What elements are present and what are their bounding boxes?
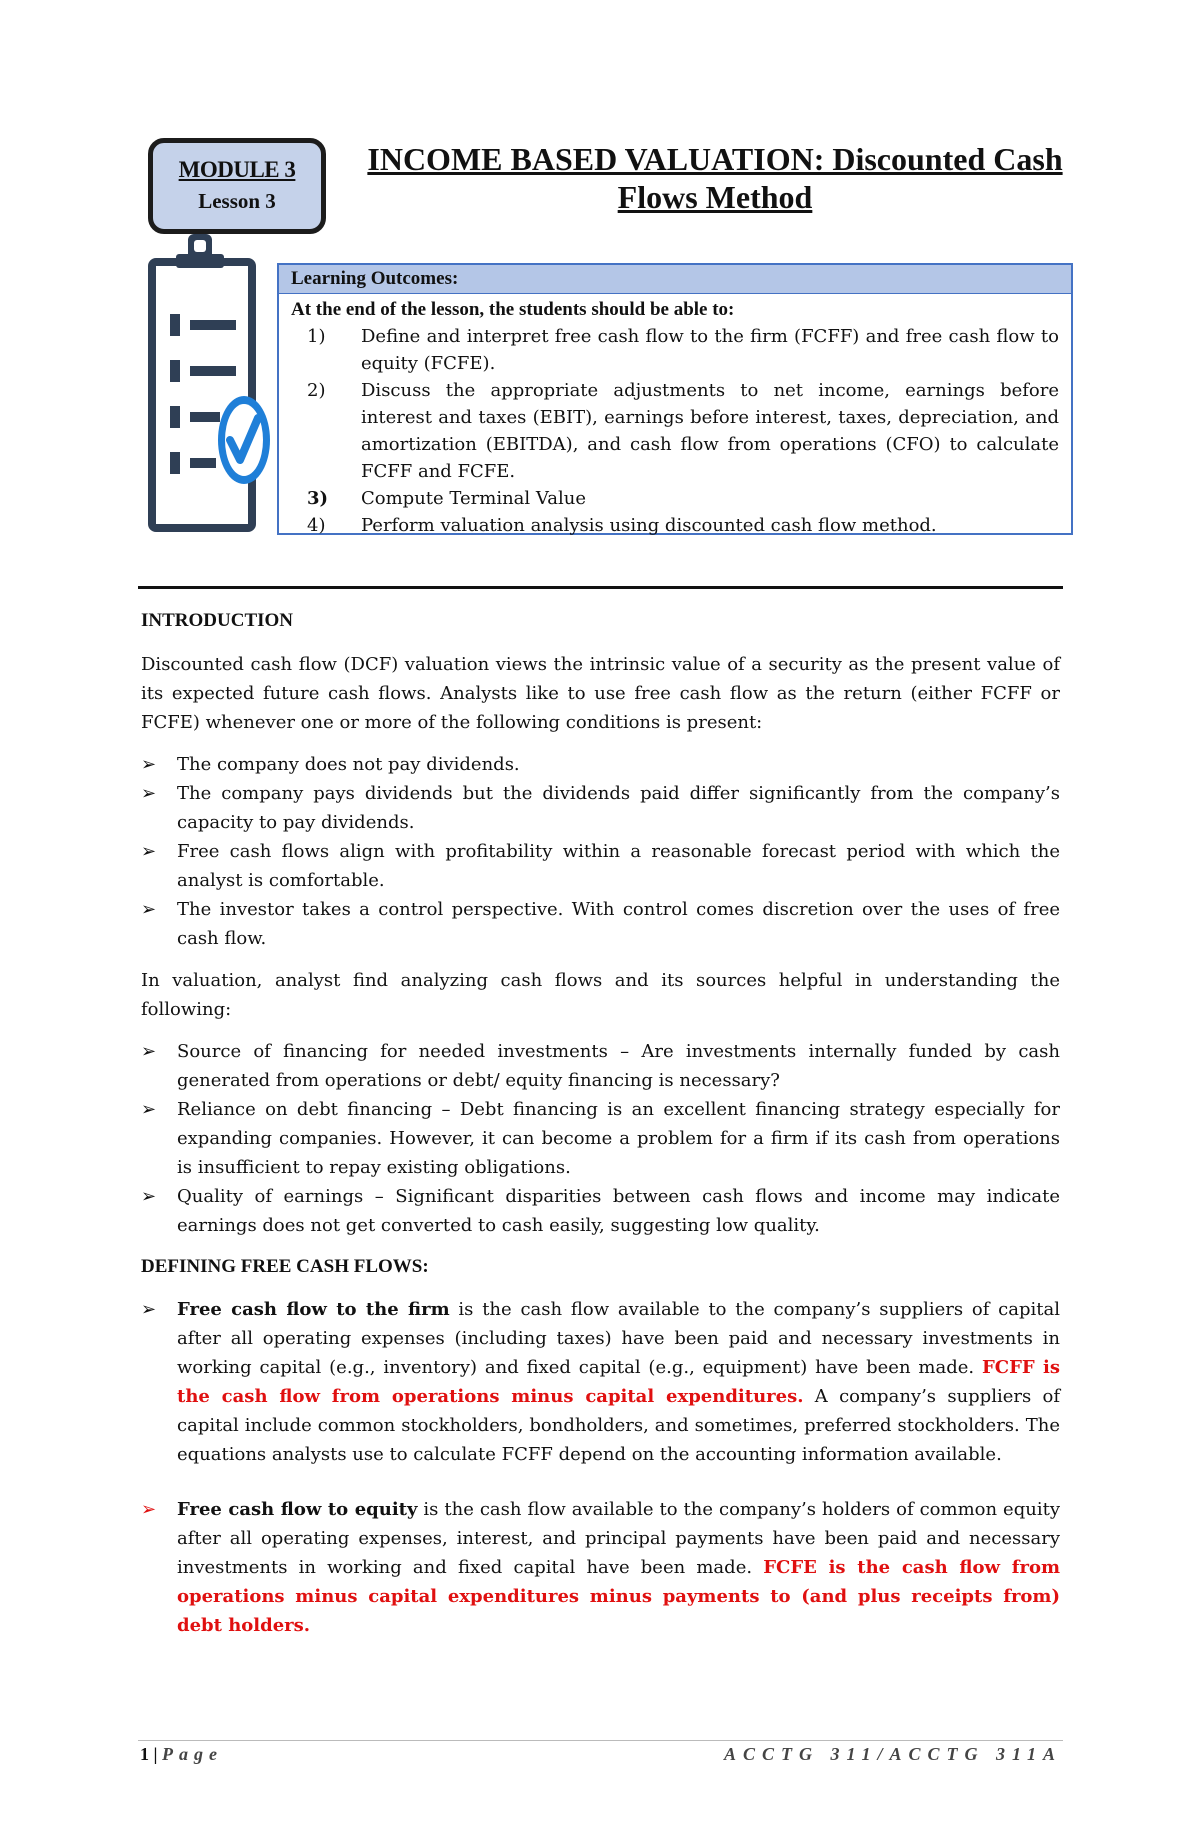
fcfe-term: Free cash flow to equity xyxy=(177,1499,418,1520)
outcome-item xyxy=(279,485,1071,512)
clipboard-checklist-icon xyxy=(148,234,272,536)
arrow-bullet-icon: ➢ xyxy=(141,1499,157,1520)
list-item xyxy=(141,1295,1060,1469)
arrow-bullet-icon: ➢ xyxy=(141,1186,157,1207)
outcome-item xyxy=(279,377,1071,485)
page-separator: | xyxy=(153,1744,158,1764)
lesson-label: Lesson 3 xyxy=(198,189,276,213)
introduction-paragraph: Discounted cash flow (DCF) valuation views the intrinsic value of a security as the present value of its expected future cash flows. Analysts like to use free cash flow as the return (either FCFF or FCFE) whenever one or more of the following conditions is present: xyxy=(141,654,1060,733)
list-item-text: The company pays dividends but the dividends paid differ significantly from the company’s capacity to pay dividends. xyxy=(177,783,1060,833)
list-item-text: Source of financing for needed investments – Are investments internally funded by cash generated from operations or debt/ equity financing is necessary? xyxy=(177,1041,1060,1091)
outcome-text: Define and interpret free cash flow to the firm (FCFF) and free cash flow to equity (FCFE). xyxy=(361,326,1059,374)
list-item xyxy=(141,1182,1060,1240)
page-number xyxy=(140,1744,223,1765)
list-item xyxy=(141,750,1060,779)
main-content xyxy=(141,606,1060,1640)
page-label: Page xyxy=(161,1744,223,1764)
list-item-text: Reliance on debt financing – Debt financing is an excellent financing strategy especially for expanding companies. However, it can become a problem for a firm if its cash from operations is insufficient to repay existing obligations. xyxy=(177,1099,1060,1178)
page-number-value: 1 xyxy=(140,1744,149,1764)
defining-heading: DEFINING FREE CASH FLOWS: xyxy=(141,1256,429,1277)
outcome-text: Perform valuation analysis using discounted cash flow method. xyxy=(361,515,937,536)
list-item-text: The company does not pay dividends. xyxy=(177,754,520,775)
arrow-bullet-icon: ➢ xyxy=(141,783,157,804)
list-item xyxy=(141,1495,1060,1640)
fcff-term: Free cash flow to the firm xyxy=(177,1299,450,1320)
list-item-text: The investor takes a control perspective. With control comes discretion over the uses of free cash flow. xyxy=(177,899,1060,949)
analysis-paragraph: In valuation, analyst find analyzing cash flows and its sources helpful in understanding the following: xyxy=(141,970,1060,1020)
list-item xyxy=(141,779,1060,837)
fcfe-text: is the cash flow available to the company’s holders of common equity after all operating expenses, interest, and principal payments have been paid and necessary investments in working and fixed capital have been made. xyxy=(177,1499,1060,1578)
outcome-item xyxy=(279,512,1071,539)
arrow-bullet-icon: ➢ xyxy=(141,1041,157,1062)
arrow-bullet-icon: ➢ xyxy=(141,899,157,920)
arrow-bullet-icon: ➢ xyxy=(141,841,157,862)
list-item-text: Quality of earnings – Significant disparities between cash flows and income may indicate earnings does not get converted to cash easily, suggesting low quality. xyxy=(177,1186,1060,1236)
outcome-text: Discuss the appropriate adjustments to net income, earnings before interest and taxes (EBIT), earnings before interest, taxes, depreciation, and amortization (EBITDA), and cash flow from operations (CFO) to calculate FCFF and FCFE. xyxy=(361,380,1059,482)
introduction-heading: INTRODUCTION xyxy=(141,610,294,631)
fcff-text-continued: A company’s suppliers of capital include common stockholders, bondholders, and sometimes, preferred stockholders. The equations analysts use to calculate FCFF depend on the accounting information available. xyxy=(177,1386,1060,1465)
fcff-text: is the cash flow available to the company’s suppliers of capital after all operating expenses (including taxes) have been paid and necessary investments in working capital (e.g., inventory) and fixed capital (e.g., equipment) have been made. xyxy=(177,1299,1060,1378)
outcome-number: 1) xyxy=(307,326,326,347)
list-item-text: Free cash flows align with profitability within a reasonable forecast period with which the analyst is comfortable. xyxy=(177,841,1060,891)
list-item xyxy=(141,1095,1060,1182)
analysis-list xyxy=(141,1037,1060,1240)
conditions-list xyxy=(141,750,1060,953)
learning-outcomes-intro: At the end of the lesson, the students should be able to: xyxy=(291,299,735,320)
outcome-number: 3) xyxy=(307,488,329,509)
page-title: INCOME BASED VALUATION: Discounted Cash Flows Method xyxy=(367,141,1063,215)
outcome-number: 2) xyxy=(307,380,326,401)
course-code: ACCTG 311/ACCTG 311A xyxy=(723,1744,1062,1764)
outcome-text: Compute Terminal Value xyxy=(361,488,586,509)
fcfe-highlight: FCFE is the cash flow from operations minus capital expenditures minus payments to (and plus receipts from) debt holders. xyxy=(177,1557,1060,1636)
list-item xyxy=(141,1037,1060,1095)
list-item xyxy=(141,895,1060,953)
arrow-bullet-icon: ➢ xyxy=(141,754,157,775)
module-badge xyxy=(148,138,326,234)
learning-outcomes-box xyxy=(277,263,1073,535)
fcfe-list xyxy=(141,1495,1060,1640)
list-item xyxy=(141,837,1060,895)
arrow-bullet-icon: ➢ xyxy=(141,1099,157,1120)
outcome-number: 4) xyxy=(307,515,326,536)
module-label: MODULE 3 xyxy=(178,157,296,182)
outcome-item xyxy=(279,323,1071,377)
fcff-highlight: FCFF is the cash flow from operations minus capital expenditures. xyxy=(177,1357,1061,1407)
arrow-bullet-icon: ➢ xyxy=(141,1299,157,1320)
section-divider xyxy=(138,586,1063,589)
learning-outcomes-list xyxy=(279,323,1071,539)
footer-divider xyxy=(138,1740,1063,1741)
fcff-list xyxy=(141,1295,1060,1469)
learning-outcomes-heading: Learning Outcomes: xyxy=(279,265,1071,294)
